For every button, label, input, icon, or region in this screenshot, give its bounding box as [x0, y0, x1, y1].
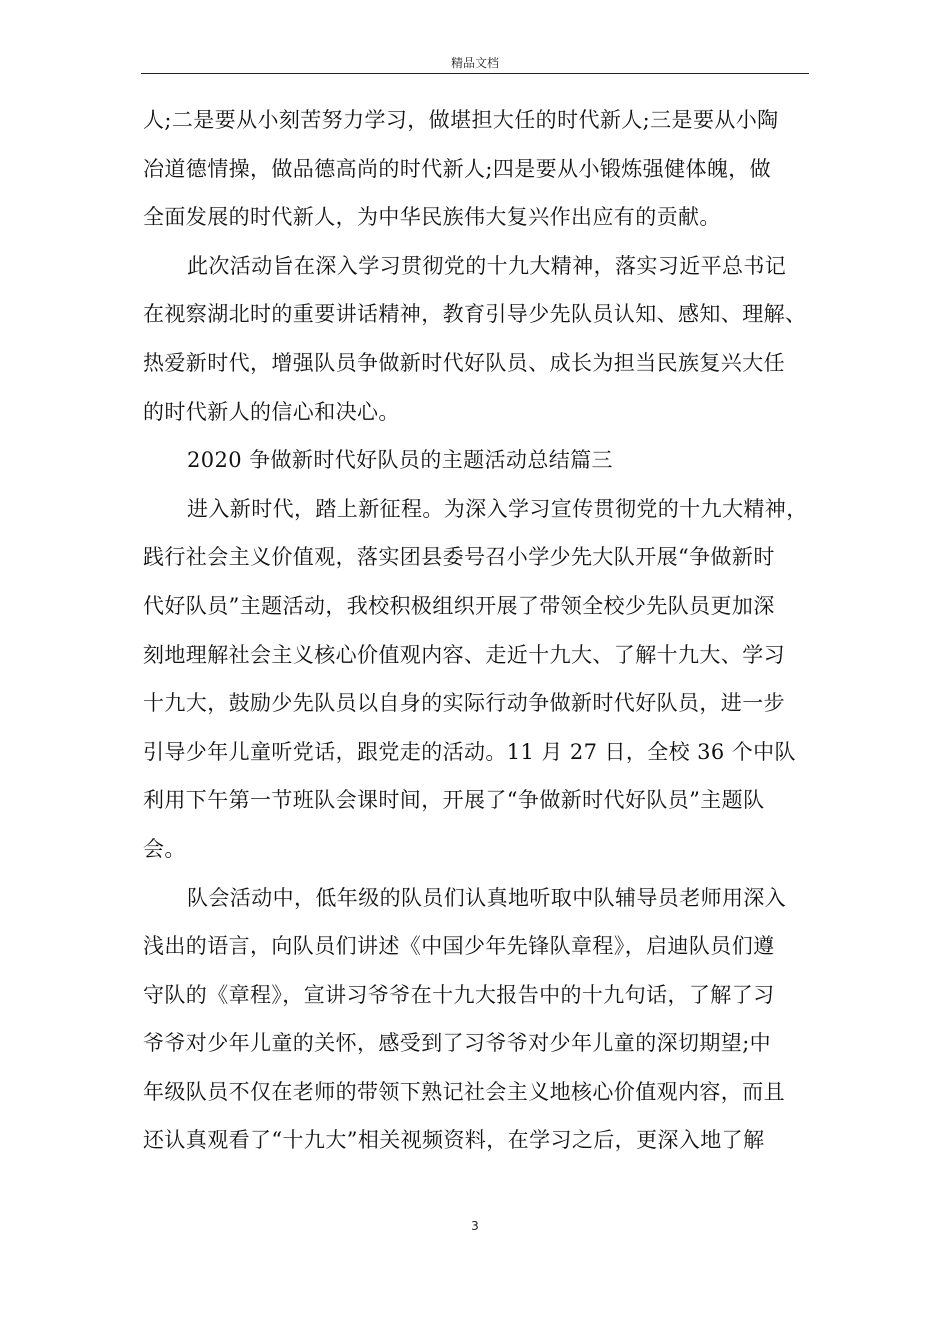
page-header: [141, 56, 809, 74]
text-line: 在视察湖北时的重要讲话精神，教育引导少先队员认知、感知、理解、: [143, 302, 807, 327]
text-line: 刻地理解社会主义核心价值观内容、走近十九大、了解十九大、学习: [143, 642, 785, 667]
header-title: 精品文档: [450, 56, 499, 70]
text-line: 队会活动中，低年级的队员们认真地听取中队辅导员老师用深入: [187, 885, 787, 910]
text-line: 热爱新时代，增强队员争做新时代好队员、成长为担当民族复兴大任: [143, 350, 785, 375]
text-line: 全面发展的时代新人，为中华民族伟大复兴作出应有的贡献。: [143, 205, 721, 230]
document-body: [143, 96, 815, 1165]
text-line: 会。: [143, 836, 186, 861]
text-line: 还认真观看了“十九大”相关视频资料，在学习之后，更深入地了解: [143, 1128, 765, 1153]
text-line: 代好队员”主题活动，我校积极组织开展了带领全校少先队员更加深: [143, 593, 775, 618]
text-line: 年级队员不仅在老师的带领下熟记社会主义地核心价值观内容，而且: [143, 1079, 785, 1104]
text-line: 引导少年儿童听党话，跟党走的活动。11 月 27 日，全校 36 个中队: [143, 739, 796, 764]
page-number: 3: [471, 1219, 479, 1233]
text-line: 浅出的语言，向队员们讲述《中国少年先锋队章程》，启迪队员们遵: [143, 934, 775, 959]
text-line: 此次活动旨在深入学习贯彻党的十九大精神，落实习近平总书记: [187, 253, 787, 278]
text-line: 利用下午第一节班队会课时间，开展了“争做新时代好队员”主题队: [143, 788, 765, 813]
text-line: 守队的《章程》，宣讲习爷爷在十九大报告中的十九句话，了解了习: [143, 982, 775, 1007]
text-line: 爷爷对少年儿童的关怀，感受到了习爷爷对少年儿童的深切期望;中: [143, 1031, 772, 1056]
text-line: 十九大，鼓励少先队员以自身的实际行动争做新时代好队员，进一步: [143, 691, 785, 716]
text-line: 践行社会主义价值观，落实团县委号召小学少先大队开展“争做新时: [143, 545, 775, 570]
text-line: 的时代新人的信心和决心。: [143, 399, 400, 424]
section-heading: 2020 争做新时代好队员的主题活动总结篇三: [187, 448, 613, 473]
text-line: 冶道德情操，做品德高尚的时代新人;四是要从小锻炼强健体魄，做: [143, 156, 772, 181]
text-line: 进入新时代，踏上新征程。为深入学习宣传贯彻党的十九大精神，: [187, 496, 808, 521]
text-line: 人;二是要从小刻苦努力学习，做堪担大任的时代新人;三是要从小陶: [143, 108, 779, 132]
